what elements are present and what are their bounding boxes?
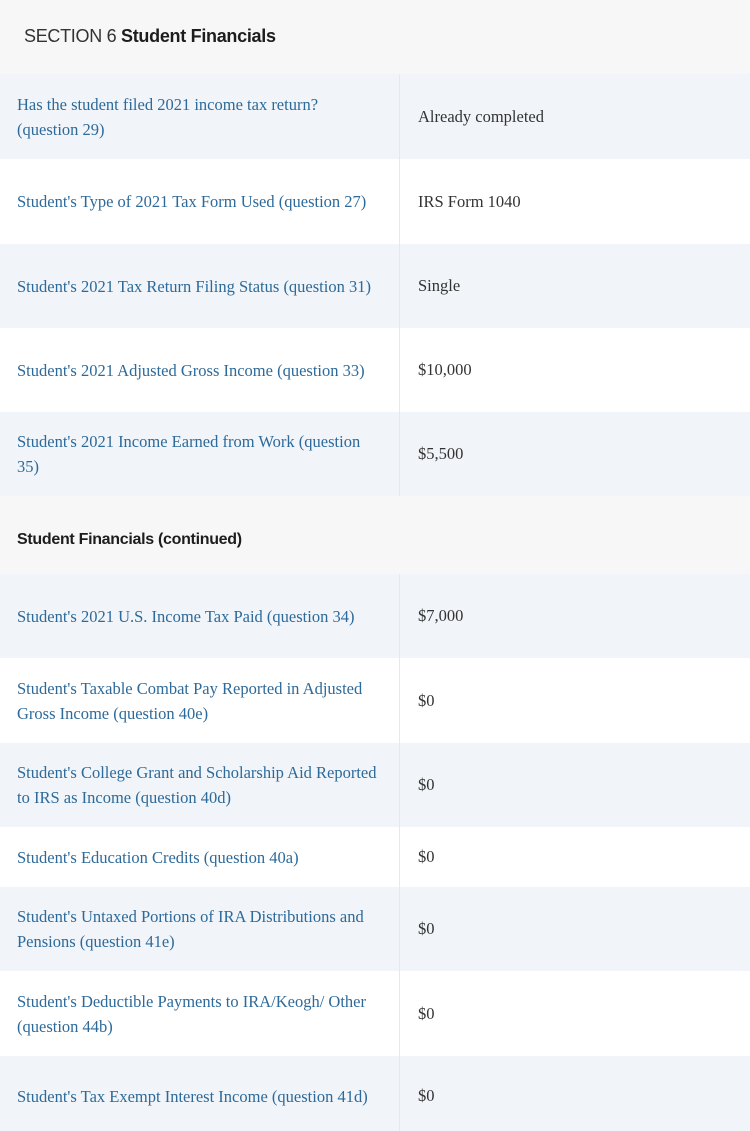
row-value: $7,000: [418, 606, 464, 625]
table-row: [0, 658, 750, 743]
row-value: Already completed: [418, 106, 544, 126]
table-row: [0, 74, 750, 159]
row-label: Student's Deductible Payments to IRA/Keogh/ Other (question 44b): [0, 971, 400, 1056]
row-label: Student's Taxable Combat Pay Reported in Adjusted Gross Income (question 40e): [0, 658, 400, 743]
section-number: SECTION 6: [24, 26, 117, 46]
row-value: $0: [418, 919, 435, 938]
table-row: [0, 412, 750, 496]
row-label: Has the student filed 2021 income tax return? (question 29): [0, 74, 400, 159]
row-label: Student's 2021 Income Earned from Work (question 35): [0, 412, 400, 496]
row-value: $0: [418, 690, 435, 710]
row-label: Student's Education Credits (question 40a): [0, 827, 400, 887]
row-label: Student's Type of 2021 Tax Form Used (question 27): [0, 159, 400, 244]
table-row: [0, 827, 750, 887]
row-label: Student's College Grant and Scholarship Aid Reported to IRS as Income (question 40d): [0, 743, 400, 827]
row-value: Single: [418, 276, 461, 295]
row-label: Student's 2021 U.S. Income Tax Paid (question 34): [0, 574, 400, 658]
row-label: Student's Untaxed Portions of IRA Distributions and Pensions (question 41e): [0, 887, 400, 971]
table-row: [0, 971, 750, 1056]
row-value: $0: [418, 847, 435, 866]
table-row: [0, 244, 750, 328]
row-value: IRS Form 1040: [418, 191, 521, 211]
row-label: Student's 2021 Tax Return Filing Status (question 31): [0, 244, 400, 328]
table-row: [0, 574, 750, 658]
row-label: Student's Tax Exempt Interest Income (question 41d): [0, 1056, 400, 1131]
section-header: [0, 0, 750, 74]
section-title: Student Financials: [121, 26, 276, 46]
table-row: [0, 159, 750, 244]
table-row: [0, 887, 750, 971]
row-value: $5,500: [418, 444, 464, 463]
row-value: $0: [418, 775, 435, 794]
row-value: $0: [418, 1086, 435, 1105]
row-label: Student's 2021 Adjusted Gross Income (question 33): [0, 328, 400, 412]
row-value: $10,000: [418, 360, 472, 379]
row-value: $0: [418, 1003, 435, 1023]
table-row: [0, 1056, 750, 1131]
table-row: [0, 328, 750, 412]
subsection-title: Student Financials (continued): [0, 496, 750, 574]
table-row: [0, 743, 750, 827]
